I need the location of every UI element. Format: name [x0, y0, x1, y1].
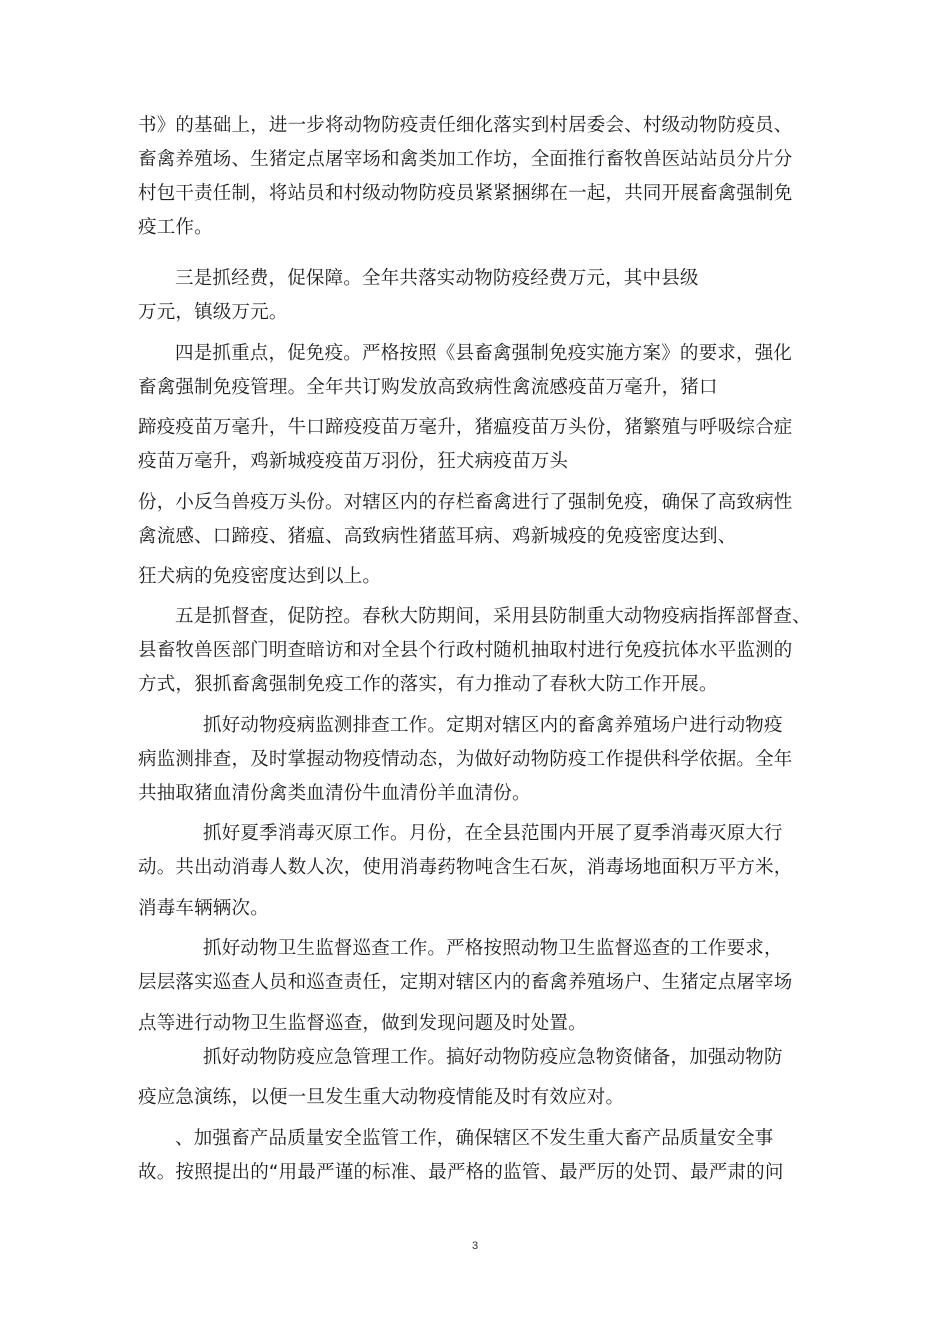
text-line: 县畜牧兽医部门明查暗访和对全县个行政村随机抽取村进行免疫抗体水平监测的 — [138, 640, 793, 661]
text-line: 抓好动物防疫应急管理工作。搞好动物防疫应急物资储备，加强动物防 — [203, 1047, 783, 1068]
text-line: 点等进行动物卫生监督巡查，做到发现问题及时处置。 — [138, 1013, 587, 1034]
text-line: 四是抓重点，促免疫。严格按照《县畜禽强制免疫实施方案》的要求，强化 — [175, 343, 793, 364]
text-line: 三是抓经费，促保障。全年共落实动物防疫经费万元，其中县级 — [175, 268, 699, 289]
text-line: 疫应急演练，以便一旦发生重大动物疫情能及时有效应对。 — [138, 1087, 625, 1108]
text-line: 、加强畜产品质量安全监管工作，确保辖区不发生重大畜产品质量安全事 — [175, 1128, 774, 1149]
text-line: 份，小反刍兽疫万头份。对辖区内的存栏畜禽进行了强制免疫，确保了高致病性 — [138, 492, 793, 513]
text-line: 共抽取猪血清份禽类血清份牛血清份羊血清份。 — [138, 783, 531, 804]
text-line: 畜禽养殖场、生猪定点屠宰场和禽类加工作坊，全面推行畜牧兽医站站员分片分 — [138, 149, 793, 170]
text-line: 蹄疫疫苗万毫升，牛口蹄疫疫苗万毫升，猪瘟疫苗万头份，猪繁殖与呼吸综合症 — [138, 417, 793, 438]
text-line: 抓好动物卫生监督巡查工作。严格按照动物卫生监督巡查的工作要求， — [203, 938, 783, 959]
text-line: 万元，镇级万元。 — [138, 302, 288, 323]
text-line: 书》的基础上，进一步将动物防疫责任细化落实到村居委会、村级动物防疫员、 — [138, 115, 793, 136]
text-line: 五是抓督查，促防控。春秋大防期间，采用县防制重大动物疫病指挥部督查、 — [175, 606, 811, 627]
text-line: 抓好动物疫病监测排查工作。定期对辖区内的畜禽养殖场户进行动物疫 — [203, 715, 783, 736]
text-line: 故。按照提出的“用最严谨的标准、最严格的监管、最严厉的处罚、最严肃的问 — [138, 1162, 784, 1183]
text-line: 层层落实巡查人员和巡查责任，定期对辖区内的畜禽养殖场户、生猪定点屠宰场 — [138, 972, 793, 993]
text-line: 村包干责任制，将站员和村级动物防疫员紧紧捆绑在一起，共同开展畜禽强制免 — [138, 183, 793, 204]
text-line: 禽流感、口蹄疫、猪瘟、高致病性猪蓝耳病、鸡新城疫的免疫密度达到、 — [138, 526, 737, 547]
page-number: 3 — [471, 1240, 479, 1252]
text-line: 消毒车辆辆次。 — [138, 898, 269, 919]
text-line: 抓好夏季消毒灭原工作。月份，在全县范围内开展了夏季消毒灭原大行 — [203, 823, 783, 844]
text-line: 方式，狠抓畜禽强制免疫工作的落实，有力推动了春秋大防工作开展。 — [138, 674, 718, 695]
text-line: 动。共出动消毒人数人次，使用消毒药物吨含生石灰，消毒场地面积万平方米， — [138, 857, 793, 878]
text-line: 畜禽强制免疫管理。全年共订购发放高致病性禽流感疫苗万毫升，猪口 — [138, 377, 718, 398]
text-line: 疫苗万毫升，鸡新城疫疫苗万羽份，狂犬病疫苗万头 — [138, 451, 569, 472]
text-line: 狂犬病的免疫密度达到以上。 — [138, 566, 382, 587]
text-line: 疫工作。 — [138, 217, 213, 238]
text-line: 病监测排查，及时掌握动物疫情动态，为做好动物防疫工作提供科学依据。全年 — [138, 749, 793, 770]
